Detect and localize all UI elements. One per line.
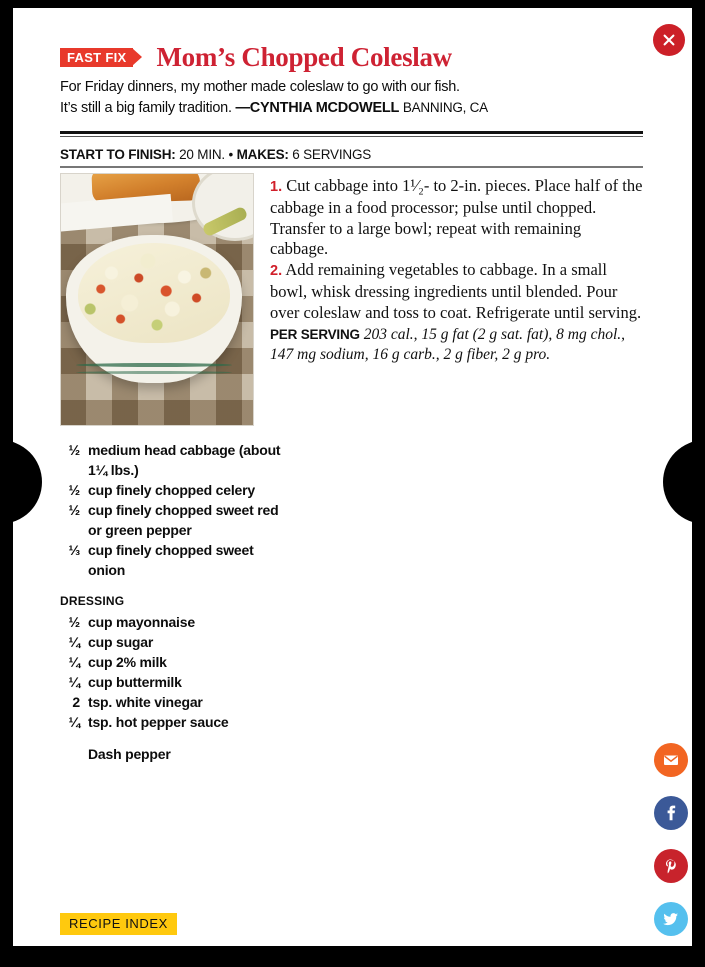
makes-value: 6 SERVINGS <box>292 147 372 162</box>
ingredient-item <box>60 744 290 764</box>
ingredient-amount: ½ <box>68 614 80 630</box>
per-serving-label: PER SERVING <box>270 326 360 342</box>
email-icon <box>662 751 680 769</box>
ingredient-item <box>60 540 290 580</box>
divider-below-meta <box>60 166 643 168</box>
ingredients-dressing-group <box>60 612 290 764</box>
step-1-number: 1. <box>270 179 283 195</box>
ingredient-text: tsp. white vinegar <box>88 694 203 710</box>
twitter-icon <box>662 910 680 928</box>
ingredients-list <box>60 440 290 764</box>
ingredient-item <box>60 692 290 712</box>
ingredient-text: cup sugar <box>88 634 154 650</box>
recipe-blurb <box>60 78 643 118</box>
recipe-header <box>60 42 643 118</box>
direction-step-2 <box>270 260 643 323</box>
ingredient-amount: ½ <box>68 442 80 458</box>
ingredient-item <box>60 672 290 692</box>
ingredient-amount: 2 <box>72 694 80 710</box>
nutrition-info <box>270 325 643 366</box>
page-title: Mom’s Chopped Coleslaw <box>156 42 452 72</box>
recipe-photo <box>60 173 254 426</box>
recipe-index-button[interactable]: RECIPE INDEX <box>60 913 177 935</box>
ingredient-amount: ¼ <box>68 674 80 690</box>
ingredient-text: cup mayonnaise <box>88 614 195 630</box>
ingredient-amount: ½ <box>68 502 80 518</box>
step-2-number: 2. <box>270 263 283 280</box>
ingredient-amount: ⅓ <box>68 542 80 558</box>
ingredient-amount: ¼ <box>68 654 80 670</box>
ingredient-text: cup finely chopped sweet red or green pepper <box>88 502 279 538</box>
ingredient-text: cup 2% milk <box>88 654 167 670</box>
ingredient-text: cup finely chopped sweet onion <box>88 542 254 578</box>
meta-separator: • <box>228 147 234 162</box>
start-to-finish-value: 20 MIN. <box>179 147 225 162</box>
title-row <box>60 42 643 72</box>
ingredient-text: tsp. hot pepper sauce <box>88 714 229 730</box>
ingredient-amount: ¼ <box>68 714 80 730</box>
ingredient-text: Dash pepper <box>88 746 171 762</box>
ingredient-item <box>60 632 290 652</box>
email-share-button[interactable] <box>654 743 688 777</box>
ingredient-item <box>60 652 290 672</box>
per-serving-values: 203 cal., 15 g fat (2 g sat. fat), 8 mg chol., 147 mg sodium, 16 g carb., 2 g fiber, 2 g pro. <box>270 325 626 364</box>
blurb-line-2: It’s still a big family tradition. <box>60 99 232 116</box>
twitter-share-button[interactable] <box>654 902 688 936</box>
step-1-text: Cut cabbage into 1¹⁄₂- to 2-in. pieces. Place half of the cabbage in a food processor; pulse until chopped. Transfer to a large bowl; repeat with remaining cabbage. <box>270 176 643 259</box>
ingredient-text: cup buttermilk <box>88 674 182 690</box>
recipe-page <box>13 8 692 946</box>
ingredients-main-group <box>60 440 290 580</box>
facebook-share-button[interactable] <box>654 796 688 830</box>
recipe-directions <box>270 176 643 366</box>
direction-step-1 <box>270 176 643 260</box>
ingredient-amount: ¼ <box>68 634 80 650</box>
divider-top-thin <box>60 136 643 137</box>
start-to-finish-label: START TO FINISH: <box>60 147 176 162</box>
close-button[interactable] <box>653 24 685 56</box>
ingredient-item <box>60 480 290 500</box>
dressing-section-label: DRESSING <box>60 594 125 608</box>
close-icon <box>661 32 677 48</box>
ingredient-text: cup finely chopped celery <box>88 482 255 498</box>
fast-fix-badge: FAST FIX <box>60 48 133 67</box>
blurb-line-1: For Friday dinners, my mother made coleslaw to go with our fish. <box>60 79 460 95</box>
ingredient-item <box>60 612 290 632</box>
recipe-author-city: BANNING, CA <box>402 99 488 115</box>
recipe-author: —CYNTHIA MCDOWELL <box>235 99 400 116</box>
divider-top-thick <box>60 131 643 134</box>
pinterest-icon <box>662 857 680 875</box>
step-2-text: Add remaining vegetables to cabbage. In a small bowl, whisk dressing ingredients until blended. Pour over coleslaw and toss to coat. Refrigerate until serving. <box>270 260 642 322</box>
makes-label: MAKES: <box>236 147 289 162</box>
pinterest-share-button[interactable] <box>654 849 688 883</box>
ingredient-item <box>60 440 290 480</box>
recipe-meta <box>60 147 371 163</box>
facebook-icon <box>662 804 680 822</box>
social-share-bar <box>654 743 688 936</box>
ingredient-item <box>60 500 290 540</box>
ingredient-text: medium head cabbage (about 1¼ lbs.) <box>88 442 281 478</box>
ingredient-item <box>60 712 290 732</box>
photo-border <box>60 173 254 426</box>
ingredient-amount: ½ <box>68 482 80 498</box>
